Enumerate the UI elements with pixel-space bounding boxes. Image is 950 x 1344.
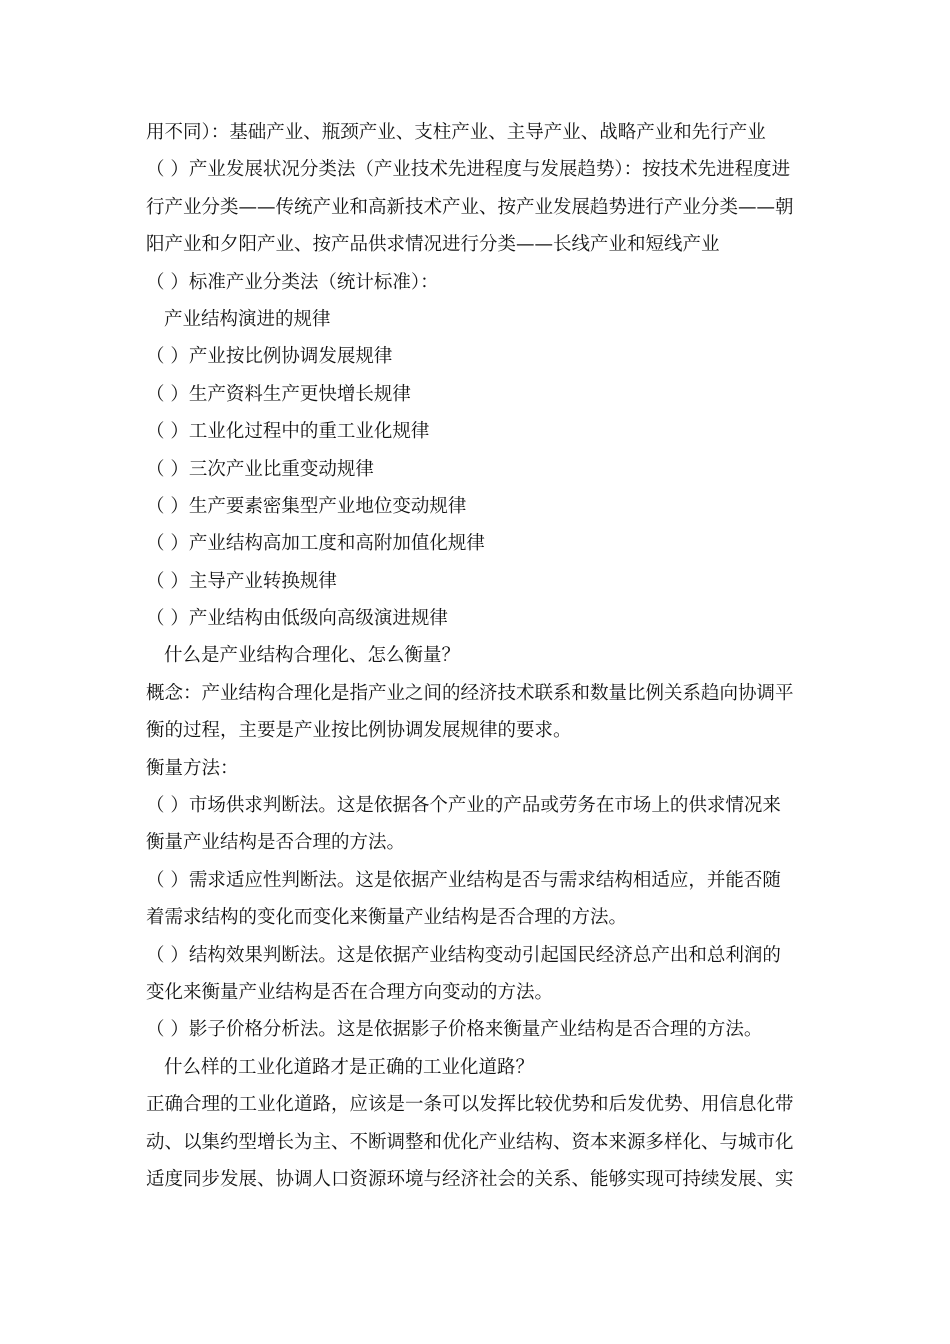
section-heading: 产业结构演进的规律 [164,308,331,330]
text-line: 衡量产业结构是否合理的方法。 [146,832,406,854]
list-item: （ ）工业化过程中的重工业化规律 [146,421,430,443]
list-item: （ ）主导产业转换规律 [146,570,337,592]
text-line: 变化来衡量产业结构是否在合理方向变动的方法。 [146,981,554,1003]
list-item: （ ）三次产业比重变动规律 [146,458,374,480]
text-line: 着需求结构的变化而变化来衡量产业结构是否合理的方法。 [146,907,628,929]
list-item: （ ）产业结构由低级向高级演进规律 [146,608,448,630]
list-item: （ ）产业按比例协调发展规律 [146,346,393,368]
list-item: （ ）生产要素密集型产业地位变动规律 [146,495,467,517]
text-line: 正确合理的工业化道路，应该是一条可以发挥比较优势和后发优势、用信息化带 [146,1094,794,1116]
text-line: 概念：产业结构合理化是指产业之间的经济技术联系和数量比例关系趋向协调平 [146,682,794,704]
text-line: 衡量方法： [146,757,239,779]
section-heading: 什么是产业结构合理化、怎么衡量？ [164,645,461,667]
text-line: 衡的过程，主要是产业按比例协调发展规律的要求。 [146,720,572,742]
list-item: （ ）结构效果判断法。这是依据产业结构变动引起国民经济总产出和总利润的 [146,944,781,966]
text-line: 适度同步发展、协调人口资源环境与经济社会的关系、能够实现可持续发展、实 [146,1168,794,1190]
text-line: 动、以集约型增长为主、不断调整和优化产业结构、资本来源多样化、与城市化 [146,1131,794,1153]
list-item: （ ）生产资料生产更快增长规律 [146,383,411,405]
text-line: 用不同）：基础产业、瓶颈产业、支柱产业、主导产业、战略产业和先行产业 [146,122,766,143]
document-body [146,114,814,1198]
text-line: 阳产业和夕阳产业、按产品供求情况进行分类——长线产业和短线产业 [146,234,720,256]
list-item: （ ）影子价格分析法。这是依据影子价格来衡量产业结构是否合理的方法。 [146,1019,763,1041]
list-item: （ ）产业结构高加工度和高附加值化规律 [146,533,485,555]
text-line: 行产业分类——传统产业和高新技术产业、按产业发展趋势进行产业分类——朝 [146,196,794,218]
list-item: （ ）需求适应性判断法。这是依据产业结构是否与需求结构相适应，并能否随 [146,869,781,891]
list-item: （ ）市场供求判断法。这是依据各个产业的产品或劳务在市场上的供求情况来 [146,795,781,817]
section-heading: 什么样的工业化道路才是正确的工业化道路？ [164,1056,535,1078]
text-line: （ ）产业发展状况分类法（产业技术先进程度与发展趋势）：按技术先进程度进 [146,159,791,181]
text-line: （ ）标准产业分类法（统计标准）： [146,271,439,293]
